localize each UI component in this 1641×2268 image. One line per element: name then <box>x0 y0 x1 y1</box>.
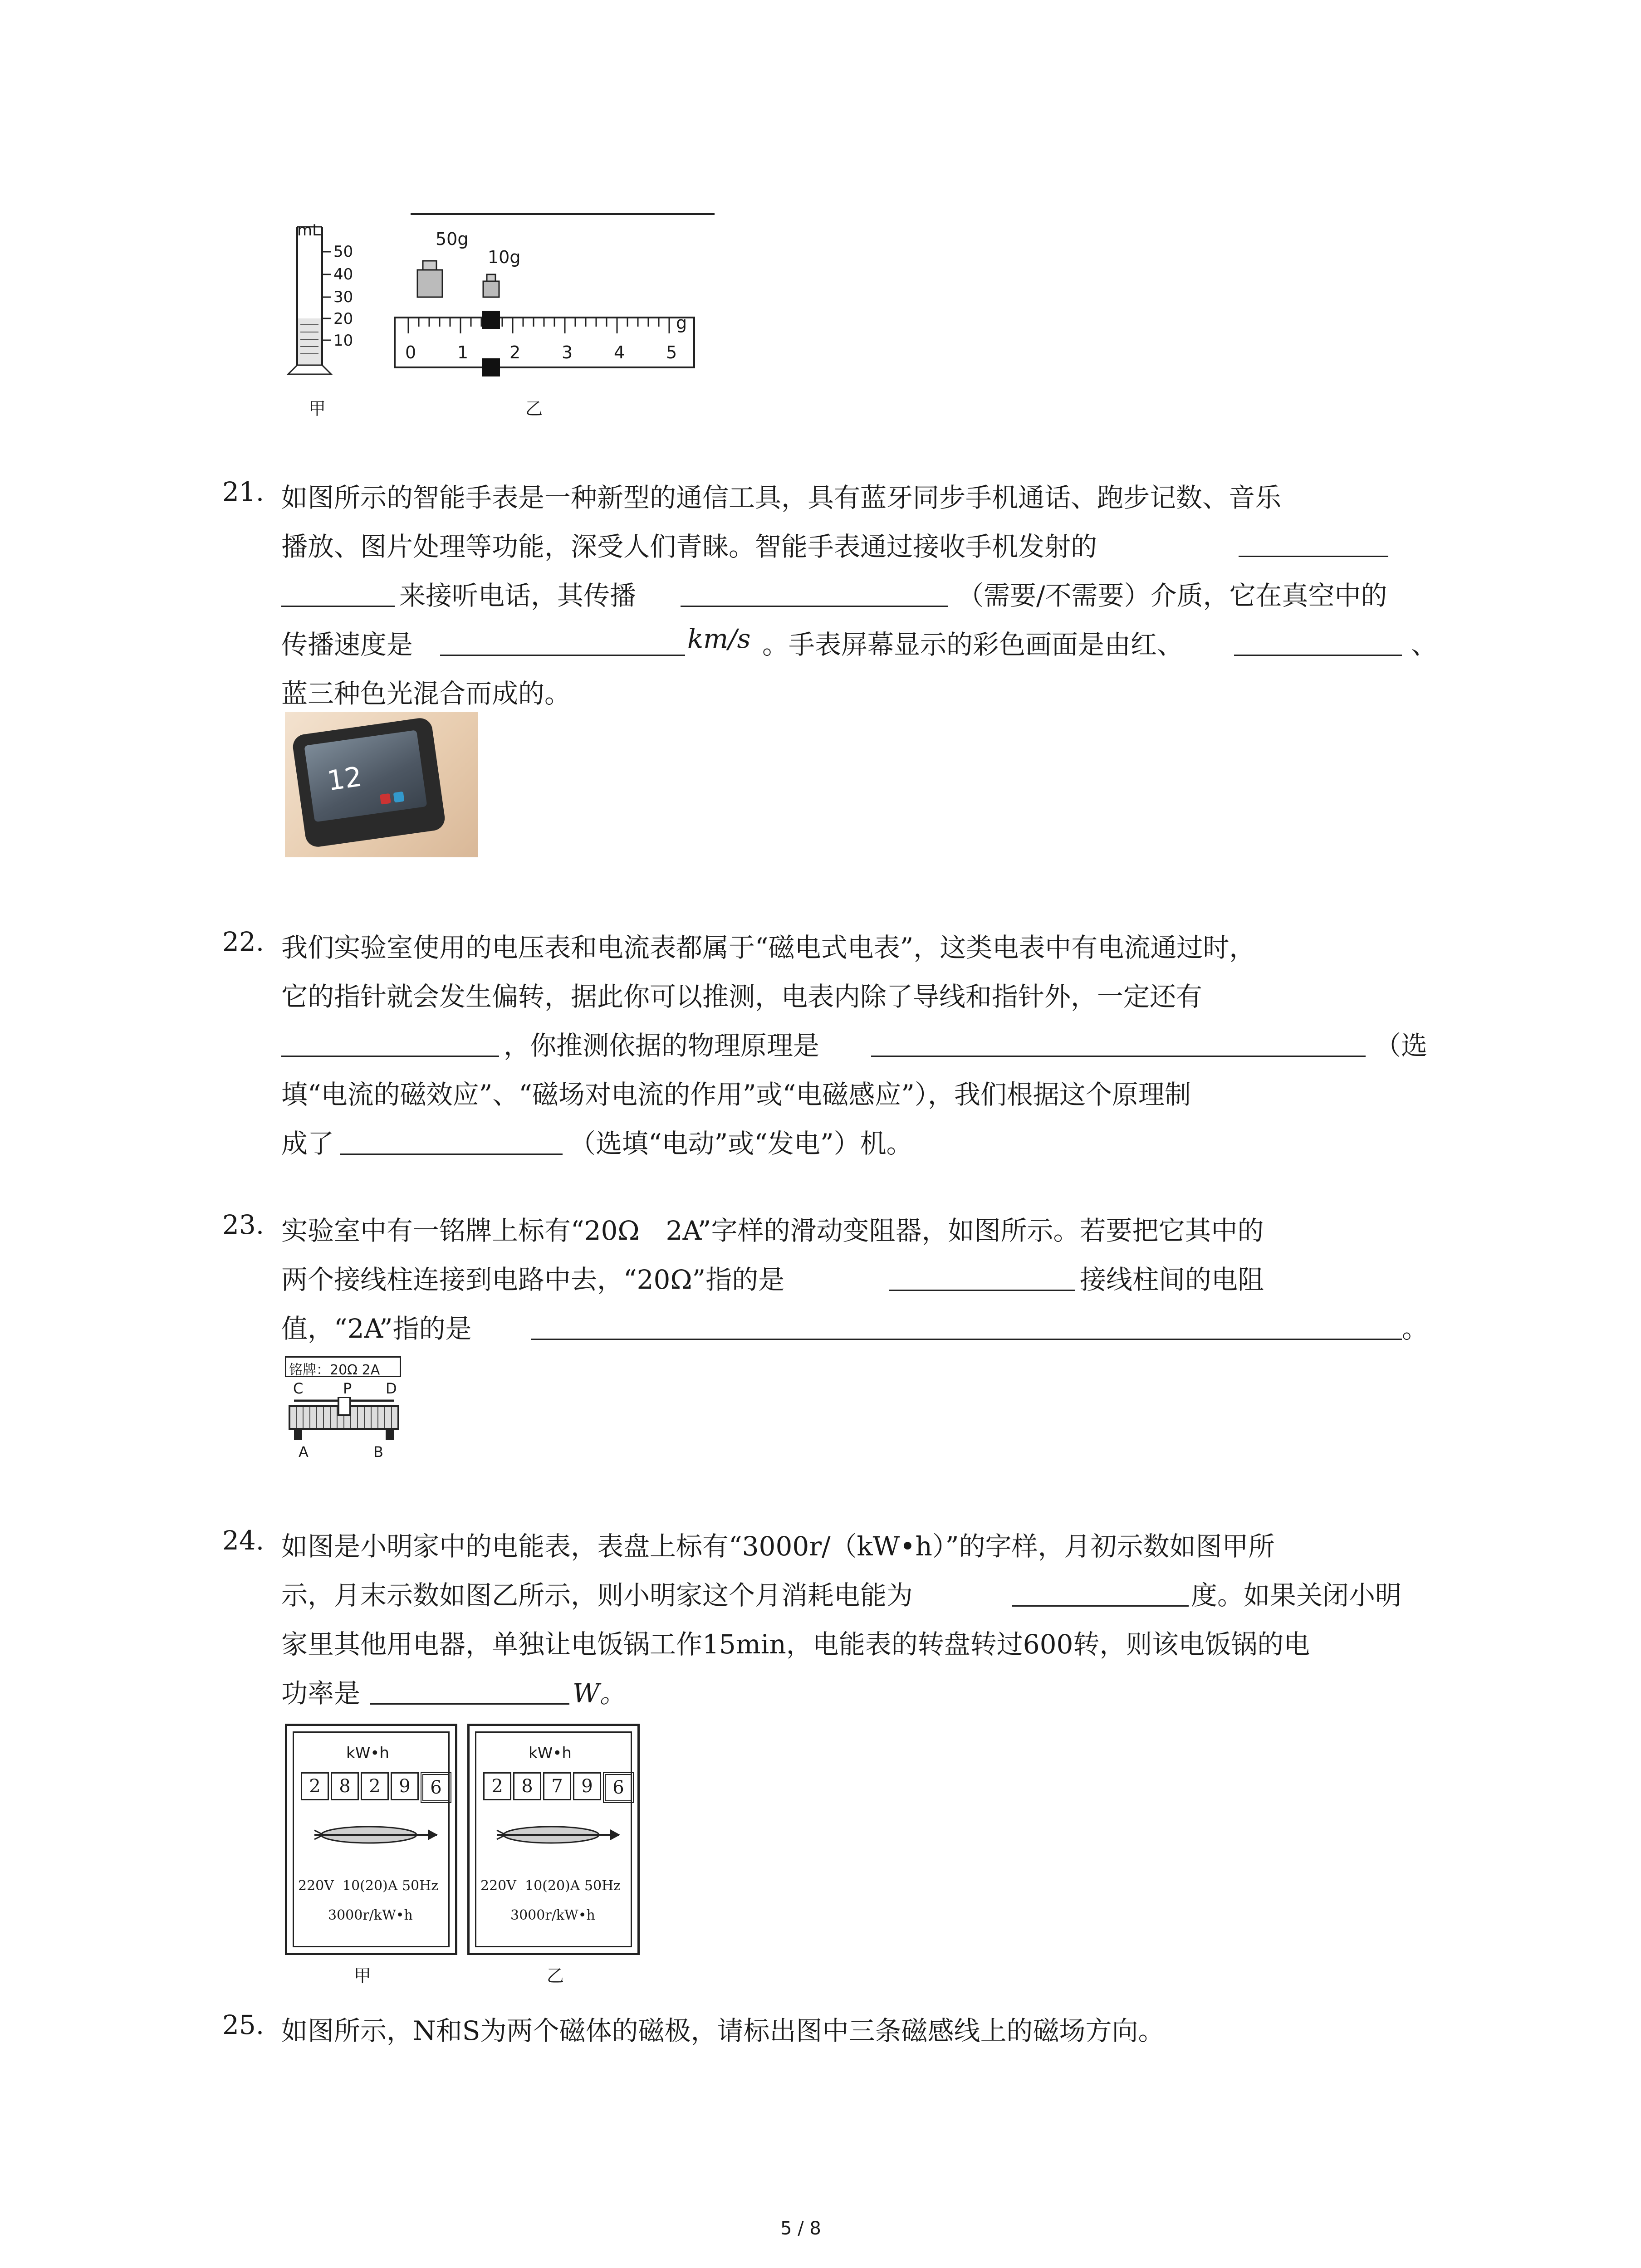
rheostat-nameplate <box>285 1356 401 1377</box>
rheostat-nameplate-text: 铭牌：20Ω 2A <box>289 1362 380 1378</box>
q21-line-3a: 来接听电话，其传播 <box>399 580 637 611</box>
cylinder-tick-10: 10 <box>333 332 353 350</box>
meter-unit: kW•h <box>346 1744 389 1762</box>
meter-caption-yi: 乙 <box>547 1966 564 1986</box>
question-number: 24. <box>222 1525 265 1556</box>
terminal-b-label: B <box>373 1443 383 1461</box>
q24-blank-2[interactable] <box>370 1703 569 1705</box>
q21-line-1: 如图所示的智能手表是一种新型的通信工具，具有蓝牙同步手机通话、跑步记数、音乐 <box>281 482 1282 513</box>
q24-line-4b: W。 <box>573 1678 626 1709</box>
q21-blank-4[interactable] <box>1234 654 1402 656</box>
meter-rate: 3000r/kW•h <box>328 1907 413 1923</box>
terminal-a-label: A <box>299 1443 309 1461</box>
scale-tick-0: 0 <box>405 342 416 362</box>
question-number: 22. <box>222 926 265 957</box>
question-number: 21. <box>222 476 265 507</box>
q24-line-4a: 功率是 <box>281 1678 361 1709</box>
q21-line-5: 蓝三种色光混合而成的。 <box>281 678 571 709</box>
q24-line-3: 家里其他用电器，单独让电饭锅工作15min，电能表的转盘转过600转，则该电饭锅的电 <box>281 1629 1310 1660</box>
q21-blank-1-cont[interactable] <box>281 605 395 607</box>
meter-digit-decimal: 6 <box>603 1772 634 1803</box>
q22-blank-2[interactable] <box>871 1055 1366 1057</box>
q24-blank-1[interactable] <box>1012 1605 1189 1607</box>
q24-line-1: 如图是小明家中的电能表，表盘上标有“3000r/（kW•h）”的字样，月初示数如图甲所 <box>281 1531 1275 1562</box>
meter-rate: 3000r/kW•h <box>510 1907 595 1923</box>
fig20-answer-line <box>411 213 715 215</box>
q25-line-1: 如图所示，N和S为两个磁体的磁极，请标出图中三条磁感线上的磁场方向。 <box>281 2015 1165 2046</box>
q22-line-1: 我们实验室使用的电压表和电流表都属于“磁电式电表”，这类电表中有电流通过时， <box>281 932 1256 963</box>
meter-unit: kW•h <box>529 1744 572 1762</box>
q21-line-4c: 、 <box>1411 629 1438 660</box>
graduated-cylinder-figure <box>286 218 367 381</box>
q23-line-3b: 。 <box>1402 1313 1429 1344</box>
cylinder-tick-30: 30 <box>333 288 353 306</box>
q22-line-5b: （选填“电动”或“发电”）机。 <box>569 1128 913 1159</box>
scale-tick-3: 3 <box>562 342 573 362</box>
meter-caption-jia: 甲 <box>354 1966 372 1986</box>
q22-line-4: 填“电流的磁效应”、“磁场对电流的作用”或“电磁感应”），我们根据这个原理制 <box>281 1079 1191 1110</box>
q24-line-2b: 度。如果关闭小明 <box>1191 1580 1402 1611</box>
rheostat-drawing <box>285 1397 403 1447</box>
meter-spec: 220V 10(20)A 50Hz <box>480 1878 621 1894</box>
q21-unit-kms: km/s <box>687 623 751 654</box>
meter-digit: 9 <box>573 1772 601 1800</box>
page-number: 5 / 8 <box>780 2218 821 2239</box>
q21-line-3b: （需要/不需要）介质，它在真空中的 <box>957 580 1387 611</box>
meter-digit: 2 <box>361 1772 389 1800</box>
q21-line-4a: 传播速度是 <box>281 629 413 660</box>
q23-line-2b: 接线柱间的电阻 <box>1080 1264 1264 1295</box>
q24-line-2a: 示，月末示数如图乙所示，则小明家这个月消耗电能为 <box>281 1580 913 1611</box>
meter-disc-icon <box>305 1821 441 1848</box>
watch-app-icon <box>380 793 391 805</box>
meter-digit: 9 <box>391 1772 419 1800</box>
q21-line-2: 播放、图片处理等功能，深受人们青睐。智能手表通过接收手机发射的 <box>281 531 1097 562</box>
fig20-caption-right: 乙 <box>525 399 543 419</box>
meter-spec: 220V 10(20)A 50Hz <box>298 1878 439 1894</box>
meter-disc-icon <box>488 1821 624 1848</box>
q23-line-2a: 两个接线柱连接到电路中去，“20Ω”指的是 <box>281 1264 785 1295</box>
smartwatch-photo <box>285 712 478 857</box>
cylinder-unit-label: mL <box>297 221 321 240</box>
q23-line-3a: 值，“2A”指的是 <box>281 1313 472 1344</box>
q21-blank-3[interactable] <box>440 654 685 656</box>
watch-body <box>291 717 446 849</box>
q23-blank-1[interactable] <box>889 1289 1075 1291</box>
meter-digit: 2 <box>301 1772 329 1800</box>
scale-unit-label: g <box>676 313 687 333</box>
scale-tick-5: 5 <box>666 342 677 362</box>
meter-digit: 2 <box>483 1772 511 1800</box>
q22-line-3b: （选 <box>1375 1030 1428 1061</box>
watch-screen <box>304 730 427 822</box>
scale-tick-2: 2 <box>509 342 521 362</box>
rheostat-figure <box>285 1356 403 1465</box>
energy-meter-yi <box>467 1724 640 1955</box>
q21-blank-1[interactable] <box>1239 555 1388 557</box>
cylinder-tick-20: 20 <box>333 310 353 328</box>
q22-line-3a: ，你推测依据的物理原理是 <box>504 1030 820 1061</box>
watch-time: 12 <box>325 761 364 797</box>
weight-10g-label: 10g <box>488 247 521 267</box>
q22-line-5a: 成了 <box>281 1128 334 1159</box>
cylinder-tick-50: 50 <box>333 243 353 261</box>
cylinder-tick-40: 40 <box>333 265 353 284</box>
q22-blank-3[interactable] <box>340 1153 563 1155</box>
question-number: 23. <box>222 1209 265 1240</box>
meter-digits <box>483 1772 636 1803</box>
q23-blank-2[interactable] <box>531 1338 1402 1340</box>
q23-line-1: 实验室中有一铭牌上标有“20Ω 2A”字样的滑动变阻器，如图所示。若要把它其中的 <box>281 1215 1264 1246</box>
question-number: 25. <box>222 2009 265 2040</box>
meter-digit: 8 <box>513 1772 541 1800</box>
weight-50g-label: 50g <box>436 229 469 249</box>
meter-digit: 7 <box>543 1772 571 1800</box>
terminal-d-label: D <box>386 1380 397 1397</box>
scale-tick-1: 1 <box>457 342 469 362</box>
meter-digit: 8 <box>331 1772 359 1800</box>
q22-line-2: 它的指针就会发生偏转，据此你可以推测，电表内除了导线和指针外，一定还有 <box>281 981 1203 1012</box>
slider-p-label: P <box>343 1380 352 1397</box>
fig20-caption-left: 甲 <box>309 399 326 419</box>
watch-app-icon <box>393 792 405 803</box>
q21-line-4b: 。手表屏幕显示的彩色画面是由红、 <box>762 629 1184 660</box>
q22-blank-1[interactable] <box>281 1055 499 1057</box>
energy-meter-jia <box>285 1724 457 1955</box>
scale-tick-4: 4 <box>614 342 625 362</box>
meter-digit-decimal: 6 <box>421 1772 451 1803</box>
meter-digits <box>301 1772 453 1803</box>
balance-scale-figure <box>390 254 708 381</box>
terminal-c-label: C <box>293 1380 304 1397</box>
q21-blank-2[interactable] <box>681 605 948 607</box>
